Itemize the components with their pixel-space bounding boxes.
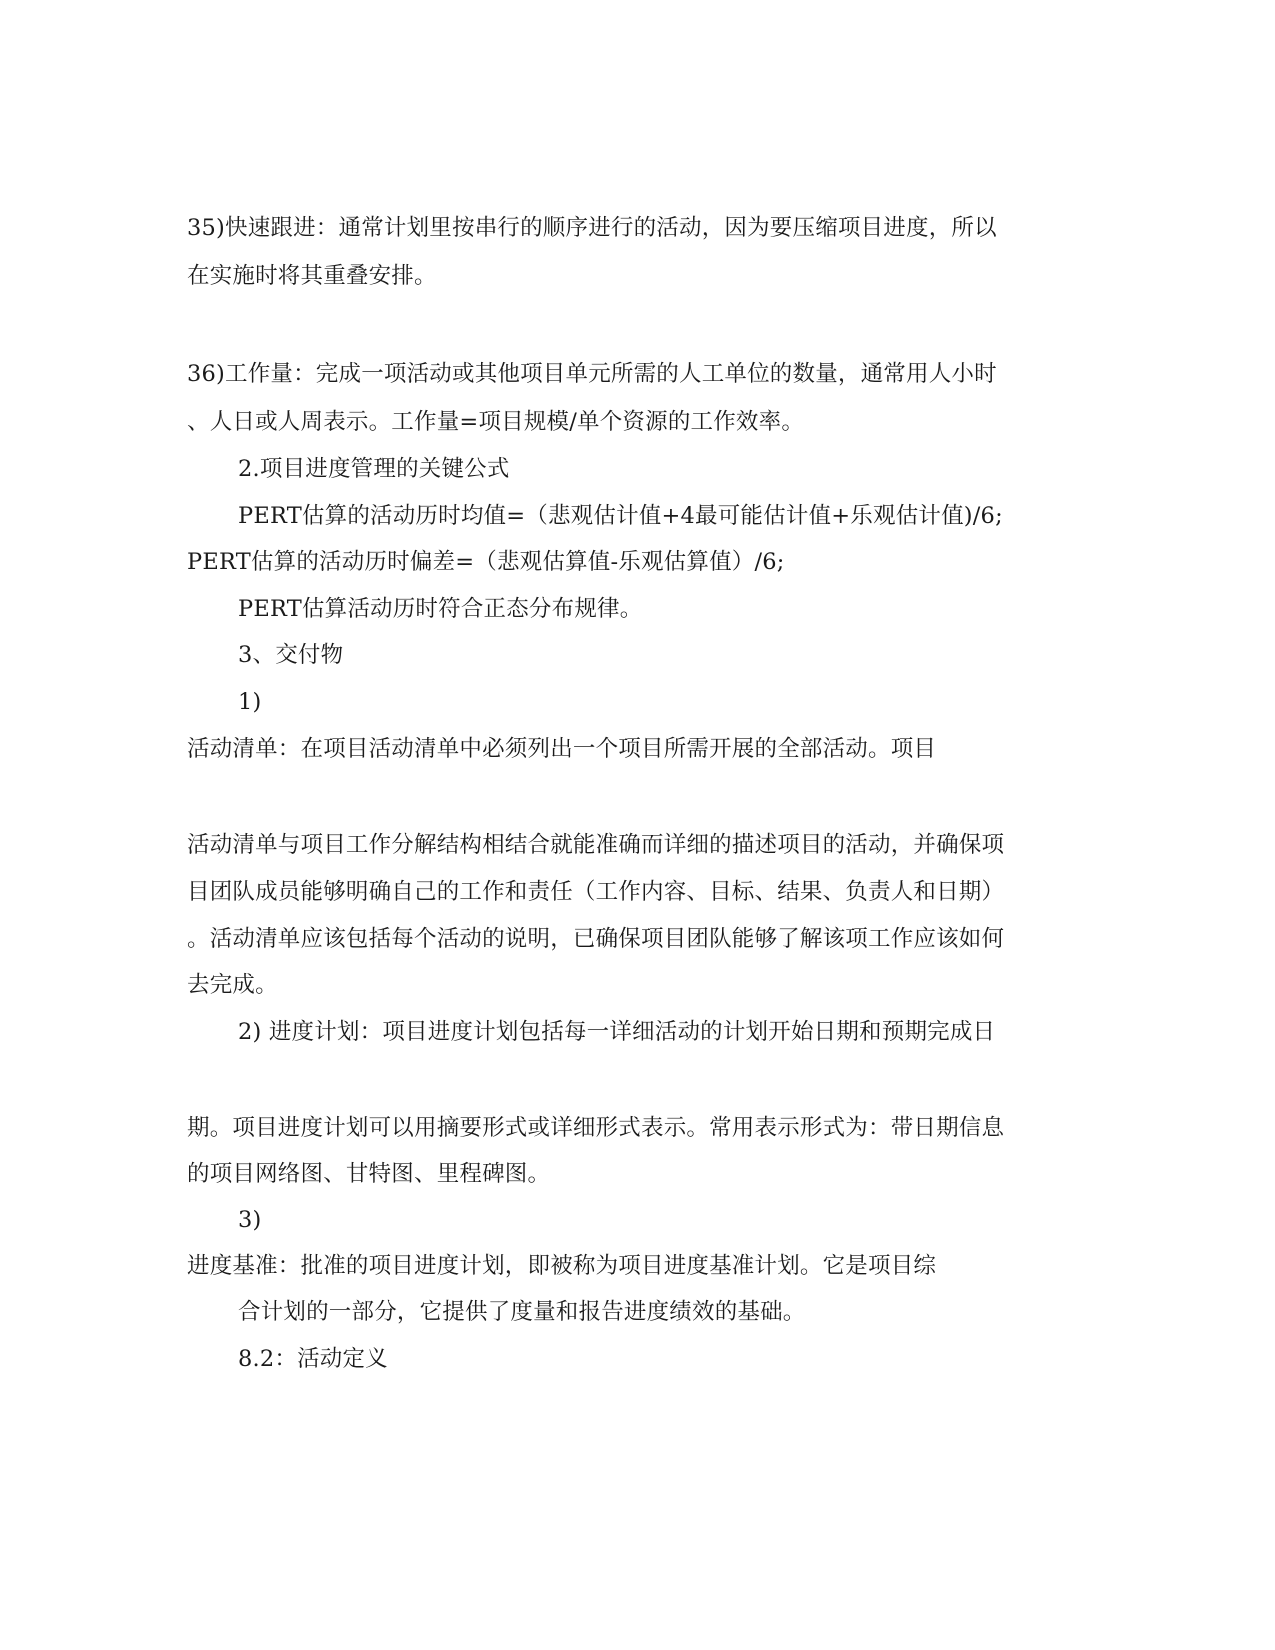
text-activity-list-continued-2: 目团队成员能够明确自己的工作和责任（工作内容、目标、结果、负责人和日期） xyxy=(187,879,1005,905)
text-schedule-baseline: 进度基准：批准的项目进度计划，即被称为项目进度基准计划。它是项目综 xyxy=(187,1253,937,1279)
text-line-35-continued: 在实施时将其重叠安排。 xyxy=(187,263,437,289)
text-activity-list: 活动清单：在项目活动清单中必须列出一个项目所需开展的全部活动。项目 xyxy=(187,736,937,762)
text-schedule-baseline-continued: 合计划的一部分，它提供了度量和报告进度绩效的基础。 xyxy=(238,1299,806,1325)
formula-pert-deviation: PERT估算的活动历时偏差=（悲观估算值-乐观估算值）/6; xyxy=(187,549,785,575)
list-marker-3: 3) xyxy=(238,1207,262,1233)
section-heading-key-formulas: 2.项目进度管理的关键公式 xyxy=(238,456,510,482)
text-line-36-continued: 、人日或人周表示。工作量=项目规模/单个资源的工作效率。 xyxy=(187,409,805,435)
text-schedule: 2) 进度计划：项目进度计划包括每一详细活动的计划开始日期和预期完成日 xyxy=(238,1019,996,1045)
text-pert-normal-distribution: PERT估算活动历时符合正态分布规律。 xyxy=(238,596,643,622)
text-schedule-continued-2: 的项目网络图、甘特图、里程碑图。 xyxy=(187,1161,551,1187)
text-schedule-continued-1: 期。项目进度计划可以用摘要形式或详细形式表示。常用表示形式为：带日期信息 xyxy=(187,1115,1005,1141)
text-activity-list-continued-3: 。活动清单应该包括每个活动的说明，已确保项目团队能够了解该项工作应该如何 xyxy=(187,926,1005,952)
text-activity-list-continued-4: 去完成。 xyxy=(187,972,278,998)
section-heading-activity-definition: 8.2：活动定义 xyxy=(238,1346,388,1372)
text-line-35-fast-tracking: 35)快速跟进：通常计划里按串行的顺序进行的活动，因为要压缩项目进度，所以 xyxy=(187,215,997,241)
text-activity-list-continued-1: 活动清单与项目工作分解结构相结合就能准确而详细的描述项目的活动，并确保项 xyxy=(187,832,1005,858)
section-heading-deliverables: 3、交付物 xyxy=(238,642,344,668)
formula-pert-mean: PERT估算的活动历时均值=（悲观估计值+4最可能估计值+乐观估计值)/6; xyxy=(238,503,1003,529)
text-line-36-effort: 36)工作量：完成一项活动或其他项目单元所需的人工单位的数量，通常用人小时 xyxy=(187,361,997,387)
list-marker-1: 1) xyxy=(238,689,262,715)
